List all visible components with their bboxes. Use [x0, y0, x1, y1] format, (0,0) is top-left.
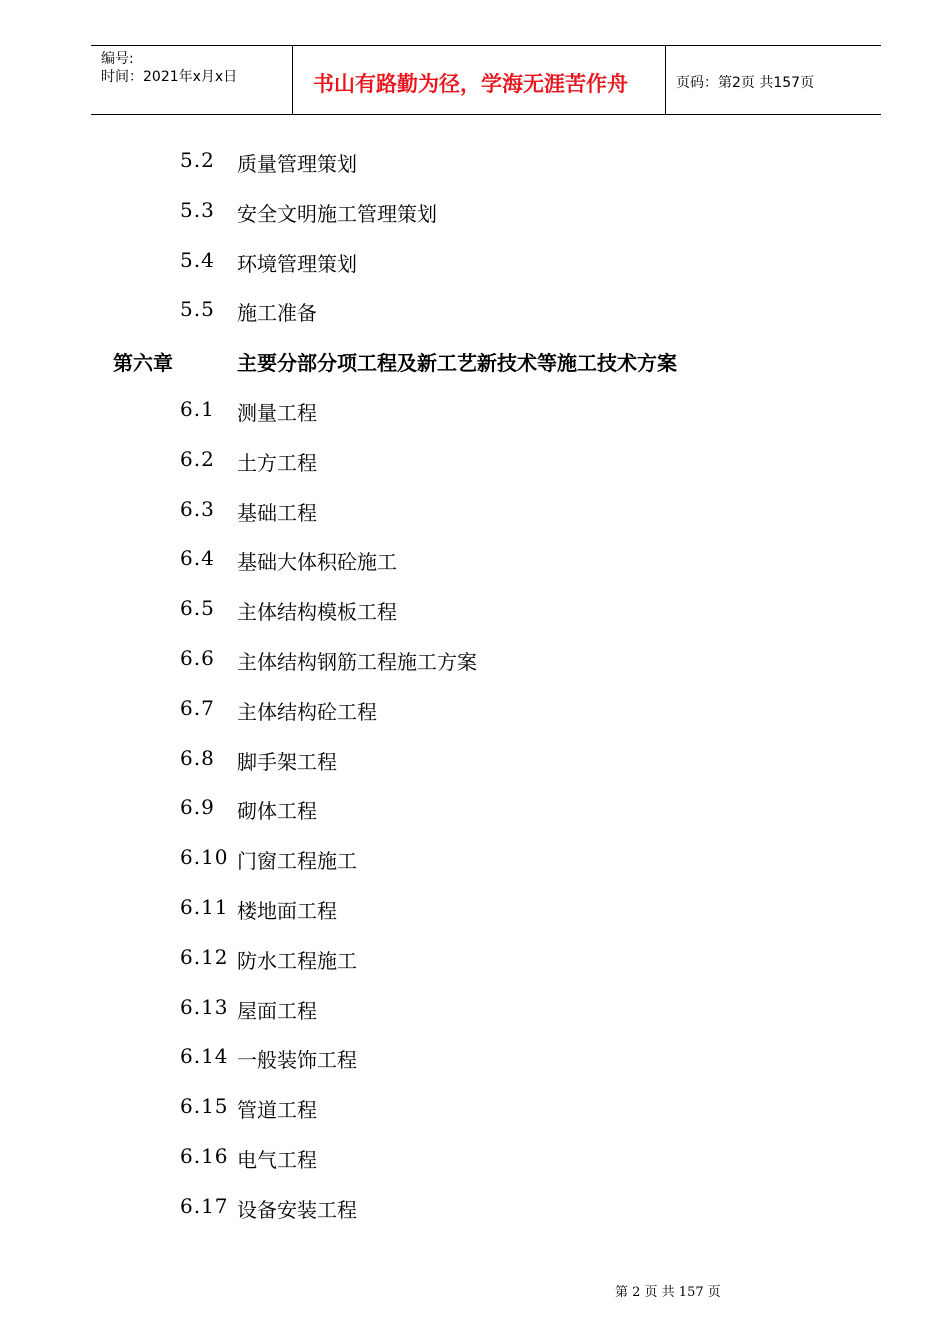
- header-meta-cell: [91, 46, 293, 114]
- toc-title: 测量工程: [237, 401, 317, 425]
- toc-title: 主要分部分项工程及新工艺新技术等施工技术方案: [237, 351, 677, 376]
- toc-number: 6.17: [180, 1193, 229, 1218]
- toc-number: 6.10: [180, 845, 229, 870]
- toc-title: 主体结构模板工程: [237, 600, 397, 625]
- toc-title: 主体结构砼工程: [237, 699, 377, 724]
- header-page-cell: [666, 46, 881, 114]
- toc-number: 6.7: [180, 695, 215, 720]
- toc-number: 6.16: [180, 1144, 229, 1168]
- toc-number: 5.2: [180, 148, 215, 172]
- toc-title: 基础大体积砼施工: [237, 550, 397, 575]
- toc-title: 环境管理策划: [237, 251, 357, 276]
- toc-number: 6.2: [180, 446, 215, 471]
- toc-title: 脚手架工程: [237, 749, 337, 774]
- toc-number: 5.3: [180, 197, 215, 222]
- code-label: 编号:: [101, 51, 134, 67]
- time-label: 时间：2021年x月x日: [101, 69, 238, 85]
- toc-title: 门窗工程施工: [237, 849, 357, 874]
- toc-number: 6.8: [180, 745, 215, 770]
- page-header: [91, 45, 881, 115]
- toc-title: 基础工程: [237, 500, 317, 525]
- toc-title: 质量管理策划: [237, 152, 357, 176]
- toc-number: 6.14: [180, 1044, 229, 1069]
- toc-title: 砌体工程: [237, 799, 317, 824]
- toc-number: 6.13: [180, 994, 229, 1019]
- toc-number: 第六章: [113, 351, 173, 376]
- motto-text: 书山有路勤为径，学海无涯苦作舟: [313, 72, 628, 96]
- toc-title: 楼地面工程: [237, 899, 337, 923]
- toc-number: 6.6: [180, 646, 215, 670]
- toc-title: 安全文明施工管理策划: [237, 201, 437, 226]
- toc-title: 电气工程: [237, 1148, 317, 1172]
- toc-number: 6.15: [180, 1094, 229, 1119]
- header-page-info: 页码：第2页 共157页: [676, 75, 815, 91]
- toc-number: 6.12: [180, 944, 229, 969]
- toc-number: 6.5: [180, 596, 215, 621]
- header-motto-cell: [293, 46, 666, 114]
- toc-number: 6.3: [180, 496, 215, 521]
- toc-title: 主体结构钢筋工程施工方案: [237, 650, 477, 674]
- toc-title: 防水工程施工: [237, 948, 357, 973]
- toc-number: 6.9: [180, 795, 215, 820]
- toc-title: 屋面工程: [237, 998, 317, 1023]
- toc-number: 6.4: [180, 546, 215, 571]
- toc-number: 6.1: [180, 397, 215, 421]
- toc-number: 6.11: [180, 895, 229, 919]
- toc-title: 设备安装工程: [237, 1197, 357, 1222]
- toc-number: 5.4: [180, 247, 215, 272]
- toc-title: 管道工程: [237, 1098, 317, 1123]
- page-footer: 第 2 页 共 157 页: [615, 1285, 721, 1300]
- toc-title: 施工准备: [237, 301, 317, 326]
- toc-title: 土方工程: [237, 450, 317, 475]
- toc-title: 一般装饰工程: [237, 1048, 357, 1073]
- toc-number: 5.5: [180, 297, 215, 322]
